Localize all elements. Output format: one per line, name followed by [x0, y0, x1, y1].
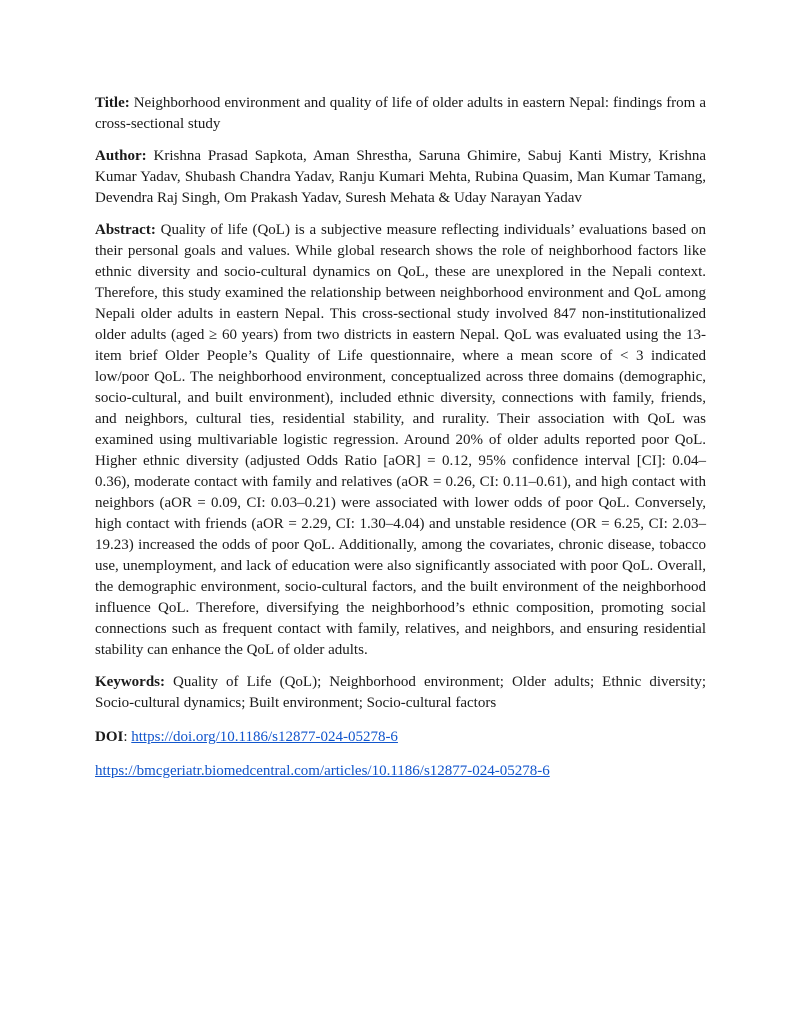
abstract-text: Quality of life (QoL) is a subjective measure reflecting individuals’ evaluations based on their personal goals and values. While global research shows the role of neighborhood factors like ethnic diversity and socio-cultural dynamics on QoL, these are unexplored in the Nepali context. Therefore, this study examined the relationship between neighborhood environment and QoL among Nepali older adults in eastern Nepal. This cross-sectional study involved 847 non-institutionalized older adults (aged ≥ 60 years) from two districts in eastern Nepal. QoL was evaluated using the 13-item brief Older People’s Quality of Life questionnaire, where a mean score of < 3 indicated low/poor QoL. The neighborhood environment, conceptualized across three domains (demographic, socio-cultural, and built environment), included ethnic diversity, connections with family, friends, and neighbors, cultural ties, residential stability, and rurality. Their association with QoL was examined using multivariable logistic regression. Around 20% of older adults reported poor QoL. Higher ethnic diversity (adjusted Odds Ratio [aOR] = 0.12, 95% confidence interval [CI]: 0.04–0.36), moderate contact with family and relatives (aOR = 0.26, CI: 0.11–0.61), and high contact with neighbors (aOR = 0.09, CI: 0.03–0.21) were associated with lower odds of poor QoL. Conversely, high contact with friends (aOR = 2.29, CI: 1.30–4.04) and unstable residence (OR = 6.25, CI: 2.03–19.23) increased the odds of poor QoL. Additionally, among the covariates, chronic disease, tobacco use, unemployment, and lack of education were also significantly associated with poor QoL. Overall, the demographic environment, socio-cultural factors, and the built environment of the neighborhood influence QoL. Therefore, diversifying the neighborhood’s ethnic composition, promoting social connections such as frequent contact with family, relatives, and neighbors, and ensuring residential stability can enhance the QoL of older adults.: [95, 222, 707, 658]
author-label: Author:: [95, 148, 147, 164]
document-page: [95, 93, 706, 793]
title-paragraph: [95, 93, 706, 135]
title-text: Neighborhood environment and quality of life of older adults in eastern Nepal: findings from a cross-sectional study: [95, 95, 706, 132]
abstract-paragraph: [95, 220, 706, 661]
keywords-paragraph: [95, 672, 706, 714]
article-link[interactable]: https://bmcgeriatr.biomedcentral.com/articles/10.1186/s12877-024-05278-6: [95, 763, 550, 779]
doi-label: DOI: [95, 729, 124, 745]
keywords-text: Quality of Life (QoL); Neighborhood environment; Older adults; Ethnic diversity; Socio-cultural dynamics; Built environment; Socio-cultural factors: [95, 674, 706, 711]
article-link-paragraph: [95, 761, 706, 782]
keywords-label: Keywords:: [95, 674, 165, 690]
doi-link[interactable]: https://doi.org/10.1186/s12877-024-05278-6: [131, 729, 398, 745]
title-label: Title:: [95, 95, 130, 111]
abstract-label: Abstract:: [95, 222, 156, 238]
author-list: Krishna Prasad Sapkota, Aman Shrestha, Saruna Ghimire, Sabuj Kanti Mistry, Krishna Kumar Yadav, Shubash Chandra Yadav, Ranju Kumari Mehta, Rubina Quasim, Man Kumar Tamang, Devendra Raj Singh, Om Prakash Yadav, Suresh Mehata & Uday Narayan Yadav: [95, 148, 707, 206]
doi-separator: :: [123, 729, 128, 745]
author-paragraph: [95, 146, 706, 209]
doi-paragraph: [95, 727, 706, 748]
